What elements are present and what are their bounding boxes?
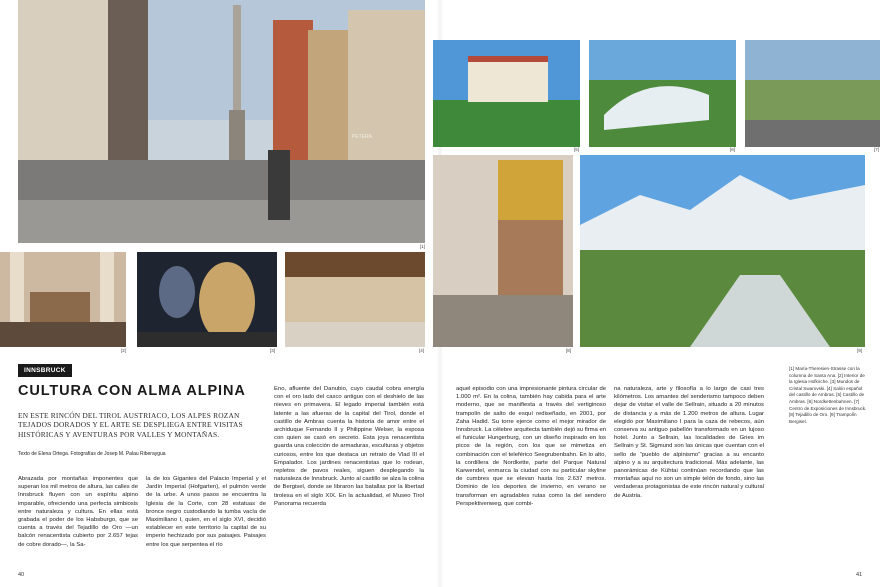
photo-golden-roof [433, 155, 573, 347]
article-column-1: Abrazada por montañas imponentes que superan los mil metros de altura, las calles de Innsbruck fluyen con un espíritu alpino imparable, ofreciendo una perfecta simbiosis entre naturaleza y cultura. En ellas está grabada el poder de los Habsburgo, que se cuenta a través del Tejadillo de Oro —un balcón renacentista cubierto por 2.657 tejas de cobre dorado—, la Sa- [18, 476, 138, 548]
article-title: CULTURA CON ALMA ALPINA [18, 383, 246, 399]
photo-hofkirche [0, 252, 126, 347]
shop-sign: PETERA [352, 134, 373, 140]
page-number-right: 41 [856, 572, 863, 578]
caption-4: [4] [419, 348, 425, 353]
section-tag: INNSBRUCK [18, 364, 72, 377]
caption-6: [6] [730, 147, 736, 152]
caption-3: [3] [270, 348, 276, 353]
caption-5: [5] [574, 147, 580, 152]
photo-street-column [18, 0, 425, 243]
article-column-3: Eno, afluente del Danubio, cuyo caudal cobra energía con el oro lado del casco antiguo con el deshielo de las nieves en primavera. El legado imperial también está latente a las afueras de la capital del Tirol, donde el castillo de Ambras cuenta la historia de amor entre el archiduque Fernando II y Philippine Welser, la esposa con quien se casó en secreto. Esta joya renacentista guarda una colección de armaduras, esculturas y objetos curiosos, entre los que destaca un retrato de Vlad III el Empalador. Los jardines renacentistas que lo rodean, repletos de pavos reales, siguen desplegando la naturaleza de Innsbruck. Junto al castillo se alza la colina de Bergisel, donde se libraron las batallas por la libertad tirolesa en el siglo XIX. En la actualidad, el Museo Tirol Panorama recuerda [274, 386, 424, 507]
caption-1: [1] [420, 244, 426, 249]
caption-2: [2] [121, 348, 127, 353]
photo-swarovski [137, 252, 277, 347]
article-column-4: aquel episodio con una impresionante pintura circular de 1.000 m². En la colina, también hay cabida para el arte moderno, que se manifiesta a través del vertiginoso trampolín de salto de esquí rediseñado, en 2001, por Zaha Hadid. Su torre ejerce como el mejor mirador de Innsbruck. La célebre arquitecta también dejó su firma en el funicular Hungerburg, con un diseño inspirado en los picos de la región, con los que se mimetiza en combinación con el teleférico Seegrubenbahn. En lo alto, la cordillera de Nordkette, parte del Parque Natural Karwendel, enmarca la ciudad con su particular skyline de cumbres que se elevan hasta los 2.637 metros. Dominio de los deportes de invierno, en verano se transforman en agradables rutas como la del sendero Perspektivenweg, que combi- [456, 386, 606, 507]
photo-exhibition-center [745, 40, 880, 147]
article-lead: EN ESTE RINCÓN DEL TIROL AUSTRIACO, LOS ALPES ROZAN TEJADOS DORADOS Y EL ARTE SE DESPLIEGA ENTRE VISITAS HISTÓRICAS Y AVENTURAS POR VALLES Y MONTAÑAS. [18, 411, 243, 439]
page-number-left: 40 [18, 572, 25, 578]
caption-9: [9] [857, 348, 863, 353]
photo-ambras-castle [433, 40, 580, 147]
photo-bergisel [580, 155, 865, 347]
caption-7: [7] [874, 147, 880, 152]
article-column-5: na naturaleza, arte y filosofía a lo largo de casi tres kilómetros. Los amantes del senderismo tampoco deben dejar de visitar el valle de Sellrain, situado a 20 minutos de distancia y a más de 1.200 metros de altura. Lugar elegido por Maximiliano I para la caza de rebecos, aún conserva su antiguo pabellón transformado en un lujoso hotel. Junto a Sellrain, las localidades de Gries im Sellrain y St. Sigmund son las únicas que cuentan con el sello de “pueblo de alpinismo” gracias a su encanto alpino y a su arquitectura tradicional. Más adelante, las panorámicas de Kühtai continúan recordando que las montañas aquí no son un simple telón de fondo, sino las verdaderas protagonistas de este rincón natural y cultural de Austria. [614, 386, 764, 499]
photo-credits: [1] María-Theresien-Strasse con la columna de Santa Ana. [2] Interior de la Iglesia Hofkirche. [3] Mundos de Cristal Swarovski. [4] Salón español del castillo de Ambras. [5] Castillo de Ambras. [6] Nordkettenbahnen. [7] Centro de Exposiciones de Innsbruck. [8] Tejadillo de Oro. [9] Trampolín Bergisel. [789, 366, 867, 424]
article-byline: Texto de Elena Ortega. Fotografías de Josep M. Palau Riberaygua [18, 451, 166, 457]
article-column-2: la de los Gigantes del Palacio Imperial y el Jardín Imperial (Hofgarten), el pulmón verde de la urbe. A unos pasos se encuentra la Iglesia de la Corte, con 28 estatuas de bronce negro custodiando la tumba vacía de Maximiliano I, quien, en el siglo XVI, decidió establecer en este territorio la capital de su imperio hechizado por sus paisajes. Paisajes entre los que serpentea el río [146, 476, 266, 548]
photo-nordkettenbahnen [589, 40, 736, 147]
photo-spanish-hall [285, 252, 425, 347]
caption-8: [8] [566, 348, 572, 353]
